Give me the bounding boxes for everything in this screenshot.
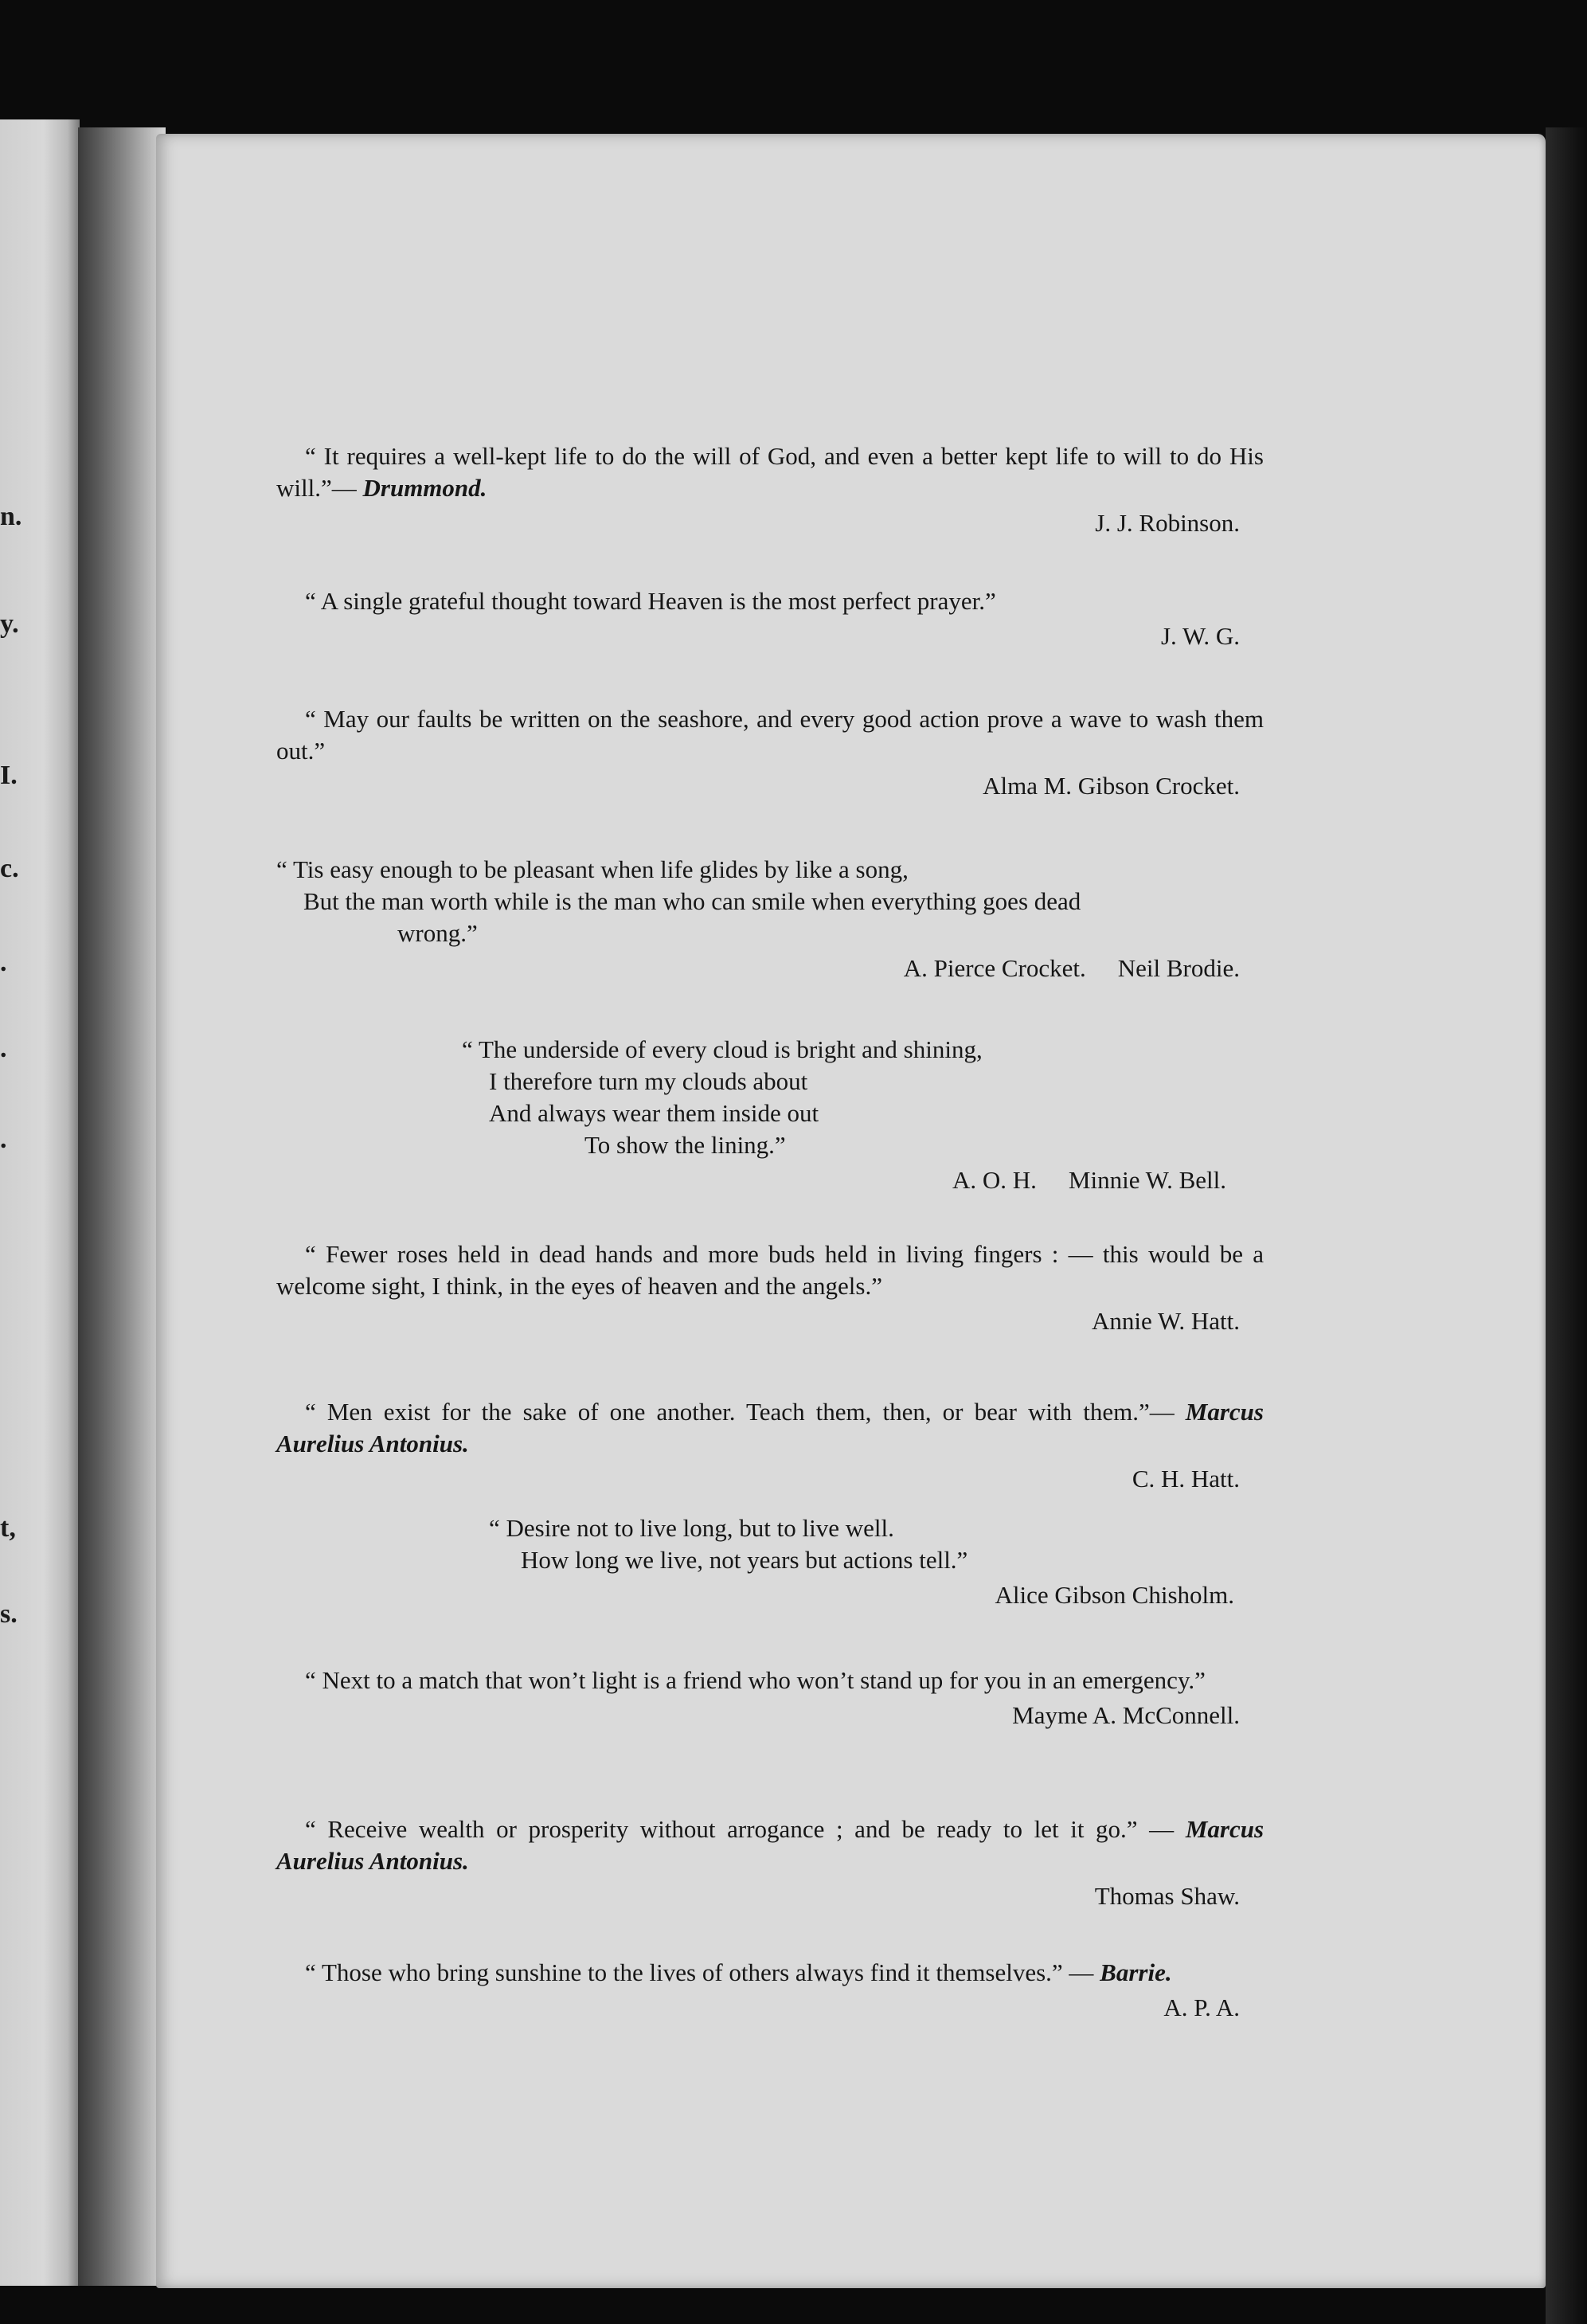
contributor-name: J. W. G. xyxy=(1160,622,1240,650)
quote-entry xyxy=(462,1034,1258,1196)
quote-entry xyxy=(276,854,1264,984)
quote-source: Barrie. xyxy=(1100,1958,1172,1986)
quote-entry xyxy=(276,1813,1264,1912)
poem-line: To show the lining.” xyxy=(584,1131,786,1159)
poem-line: But the man worth while is the man who can smile when everything goes dead xyxy=(303,887,1081,915)
quote-entry xyxy=(276,1396,1264,1495)
book-spine-shadow xyxy=(78,127,166,2286)
contributor-name: A. P. A. xyxy=(1163,1993,1240,2021)
attribution xyxy=(276,953,1264,984)
quote-source: Marcus Aurelius Antonius. xyxy=(276,1815,1265,1875)
contributor-name: Annie W. Hatt. xyxy=(1092,1307,1240,1335)
quote-source: Drummond. xyxy=(362,474,487,502)
poem-line: “ Desire not to live long, but to live well. xyxy=(489,1514,894,1542)
quote-entry xyxy=(276,1238,1264,1337)
quote-entry xyxy=(276,440,1264,539)
quote-text: “ Next to a match that won’t light is a friend who won’t stand up for you in an emergency.” xyxy=(305,1666,1206,1694)
left-page-fragment: y. xyxy=(0,609,19,639)
left-facing-page xyxy=(0,119,80,2286)
quote-entry xyxy=(276,703,1264,802)
contributor-name: Minnie W. Bell. xyxy=(1068,1166,1226,1194)
poem-line: And always wear them inside out xyxy=(489,1099,819,1127)
contributor-name: J. J. Robinson. xyxy=(1095,509,1240,537)
left-page-fragment: . xyxy=(0,948,7,977)
poem-line: “ The underside of every cloud is bright and shining, xyxy=(462,1035,983,1063)
poem-line: I therefore turn my clouds about xyxy=(489,1067,808,1095)
attribution xyxy=(489,1579,1258,1611)
contributor-name: Alice Gibson Chisholm. xyxy=(995,1581,1234,1609)
quote-entry xyxy=(276,1665,1264,1731)
quote-entry xyxy=(276,1957,1264,2024)
attribution xyxy=(276,1992,1264,2024)
left-page-fragment: . xyxy=(0,1034,7,1063)
quote-source: Marcus Aurelius Antonius. xyxy=(276,1398,1264,1457)
quote-text: “ It requires a well-kept life to do the will of God, and even a better kept life to will to do His will.”— Drummond. xyxy=(276,442,1264,502)
left-page-fragment: I. xyxy=(0,761,18,790)
attribution xyxy=(276,1463,1264,1495)
quote-text: “ A single grateful thought toward Heaven is the most perfect prayer.” xyxy=(305,587,996,615)
attribution xyxy=(276,620,1264,652)
left-page-fragment: n. xyxy=(0,502,22,531)
attribution xyxy=(462,1164,1258,1196)
poem-line: wrong.” xyxy=(397,919,478,947)
scan-edge xyxy=(1546,127,1587,2324)
poem-line: “ Tis easy enough to be pleasant when life glides by like a song, xyxy=(276,855,909,883)
quote-entry xyxy=(276,585,1264,652)
contributor-name: C. H. Hatt. xyxy=(1132,1465,1240,1493)
quote-text: “ Receive wealth or prosperity without arrogance ; and be ready to let it go.” — Marcus Aurelius Antonius. xyxy=(276,1815,1265,1875)
quote-text: “ Fewer roses held in dead hands and more buds held in living fingers : — this would be a welcome sight, I think, in the eyes of heaven and the angels.” xyxy=(276,1240,1264,1300)
poem-line: How long we live, not years but actions tell.” xyxy=(521,1546,968,1574)
left-page-fragment: c. xyxy=(0,854,19,883)
attribution xyxy=(276,1700,1264,1731)
attribution xyxy=(276,1880,1264,1912)
attribution xyxy=(276,1305,1264,1337)
contributor-name: Thomas Shaw. xyxy=(1094,1882,1240,1910)
contributor-name: A. Pierce Crocket. xyxy=(903,954,1086,982)
contributor-name: Neil Brodie. xyxy=(1117,954,1240,982)
left-page-fragment: t, xyxy=(0,1513,16,1543)
contributor-name: A. O. H. xyxy=(952,1166,1037,1194)
left-page-fragment: s. xyxy=(0,1599,18,1629)
quote-text: “ Those who bring sunshine to the lives of others always find it themselves.” — Barrie. xyxy=(305,1958,1172,1986)
attribution xyxy=(276,770,1264,802)
contributor-name: Mayme A. McConnell. xyxy=(1012,1701,1240,1729)
quote-entry xyxy=(489,1512,1258,1611)
attribution xyxy=(276,507,1264,539)
left-page-fragment: . xyxy=(0,1125,7,1154)
contributor-name: Alma M. Gibson Crocket. xyxy=(983,772,1240,800)
quote-text: “ May our faults be written on the seashore, and every good action prove a wave to wash them out.” xyxy=(276,705,1264,765)
quote-text: “ Men exist for the sake of one another. Teach them, then, or bear with them.”— Marcus Aurelius Antonius. xyxy=(276,1398,1264,1457)
